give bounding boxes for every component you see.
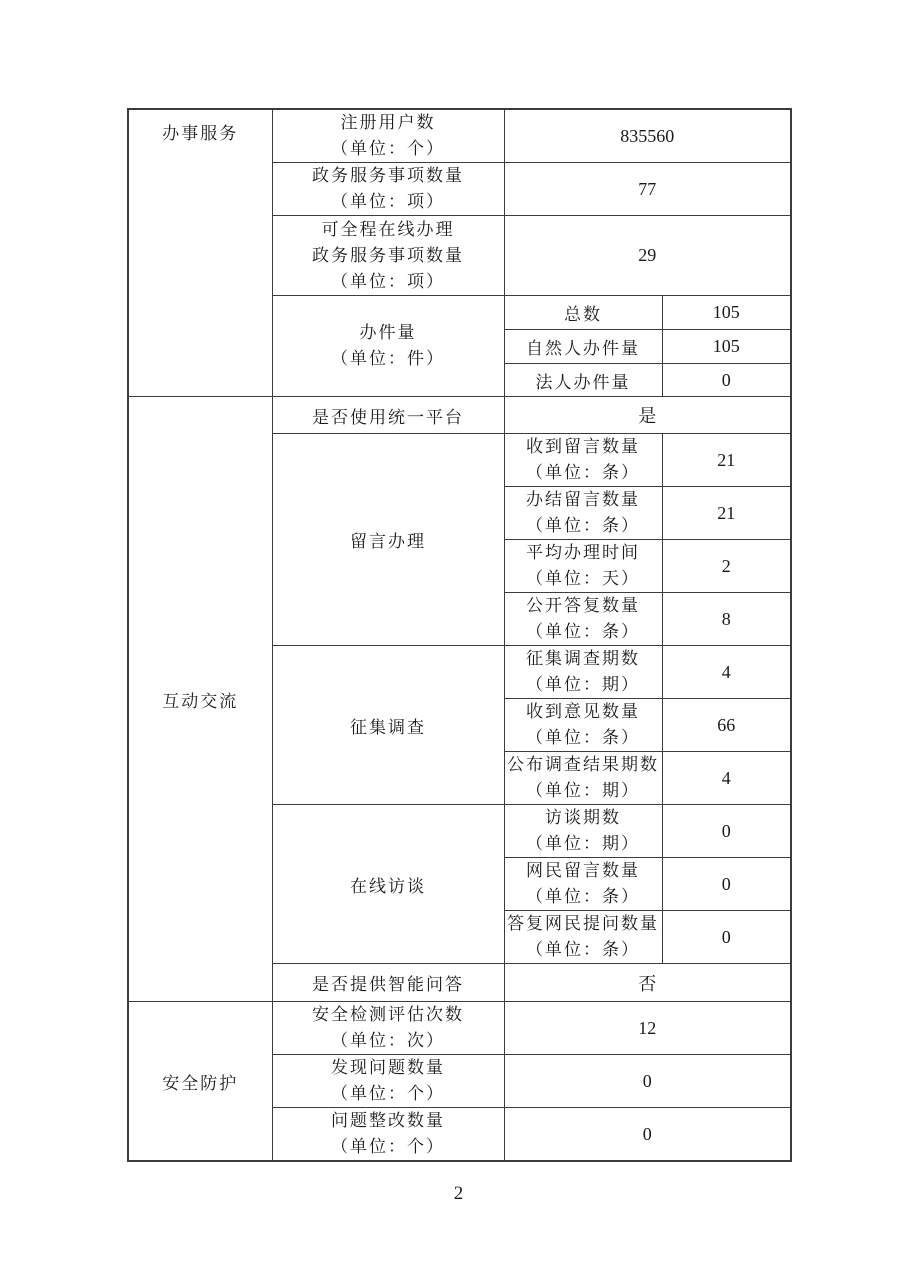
submetric-value: 0 [662, 911, 791, 964]
submetric-label: 征集调查期数 [526, 649, 640, 668]
metric-unit: （单位：个） [331, 1137, 445, 1156]
group-label-cell-liuyan [272, 434, 504, 646]
submetric-label: 办结留言数量 [526, 490, 640, 509]
group-label-cell-zhengji [272, 646, 504, 805]
submetric-value: 0 [662, 858, 791, 911]
submetric-unit: （单位：条） [526, 516, 640, 535]
submetric-label-cell [504, 646, 662, 699]
submetric-unit: （单位：期） [526, 675, 640, 694]
submetric-label: 总数 [564, 305, 602, 324]
submetric-label-cell [504, 805, 662, 858]
category-cell-anquan [128, 1002, 272, 1162]
group-label: 留言办理 [350, 532, 426, 551]
group-unit: （单位：件） [331, 349, 445, 368]
submetric-label-cell [504, 330, 662, 364]
group-label-cell-zaixian [272, 805, 504, 964]
submetric-label: 网民留言数量 [526, 861, 640, 880]
metric-unit: （单位：个） [331, 139, 445, 158]
submetric-value: 0 [662, 805, 791, 858]
submetric-label-cell [504, 858, 662, 911]
submetric-unit: （单位：条） [526, 940, 640, 959]
metric-value: 12 [504, 1002, 791, 1055]
submetric-label-cell [504, 540, 662, 593]
group-label-cell-banjianliang [272, 296, 504, 397]
submetric-unit: （单位：期） [526, 781, 640, 800]
submetric-label: 收到留言数量 [526, 437, 640, 456]
submetric-label: 访谈期数 [545, 808, 621, 827]
submetric-value: 8 [662, 593, 791, 646]
metric-label-cell [272, 1108, 504, 1162]
submetric-unit: （单位：条） [526, 622, 640, 641]
metric-label: 政务服务事项数量 [312, 166, 464, 185]
report-table [127, 108, 792, 1162]
submetric-value: 105 [662, 296, 791, 330]
metric-label-line2: 政务服务事项数量 [312, 245, 464, 265]
metric-unit: （单位：个） [331, 1084, 445, 1103]
category-label: 互动交流 [162, 691, 239, 711]
page-number: 2 [453, 1183, 464, 1204]
category-cell-banshi [128, 109, 272, 397]
submetric-label-cell [504, 296, 662, 330]
metric-label-cell [272, 397, 504, 434]
submetric-value: 0 [662, 364, 791, 397]
submetric-label: 收到意见数量 [526, 702, 640, 721]
submetric-value: 2 [662, 540, 791, 593]
submetric-value: 21 [662, 434, 791, 487]
table-row [128, 109, 791, 163]
submetric-value: 105 [662, 330, 791, 364]
submetric-unit: （单位：条） [526, 887, 640, 906]
submetric-unit: （单位：期） [526, 834, 640, 853]
submetric-label: 自然人办件量 [526, 339, 640, 358]
metric-unit: （单位：项） [331, 192, 445, 211]
metric-label: 问题整改数量 [331, 1111, 445, 1130]
submetric-label: 法人办件量 [535, 372, 631, 392]
submetric-label-cell [504, 699, 662, 752]
metric-label: 可全程在线办理 [321, 219, 455, 239]
metric-label: 安全检测评估次数 [312, 1005, 464, 1024]
submetric-label: 答复网民提问数量 [507, 914, 659, 933]
submetric-unit: （单位：条） [526, 728, 640, 747]
submetric-value: 21 [662, 487, 791, 540]
metric-value: 0 [504, 1108, 791, 1162]
submetric-label-cell [504, 593, 662, 646]
submetric-label-cell [504, 487, 662, 540]
submetric-label: 公布调查结果期数 [507, 755, 659, 774]
metric-value: 是 [504, 397, 791, 434]
category-cell-hudong [128, 397, 272, 1002]
metric-label-cell [272, 964, 504, 1002]
submetric-label-cell [504, 911, 662, 964]
group-label: 在线访谈 [350, 876, 426, 896]
category-label: 办事服务 [162, 124, 239, 143]
metric-label: 是否提供智能问答 [312, 975, 464, 994]
table-row [128, 397, 791, 434]
metric-value: 否 [504, 964, 791, 1002]
category-label: 安全防护 [162, 1073, 239, 1093]
metric-value: 0 [504, 1055, 791, 1108]
metric-unit: （单位：项） [331, 271, 445, 291]
metric-label-cell [272, 109, 504, 163]
submetric-value: 4 [662, 752, 791, 805]
submetric-label: 平均办理时间 [526, 543, 640, 562]
group-label: 征集调查 [350, 717, 426, 737]
submetric-label-cell [504, 364, 662, 397]
submetric-label-cell [504, 752, 662, 805]
submetric-unit: （单位：条） [526, 463, 640, 482]
metric-unit: （单位：次） [331, 1031, 445, 1050]
metric-label: 发现问题数量 [331, 1058, 445, 1077]
submetric-label: 公开答复数量 [526, 596, 640, 615]
group-label: 办件量 [359, 323, 417, 342]
table-row [128, 1002, 791, 1055]
metric-value: 29 [504, 216, 791, 296]
submetric-value: 4 [662, 646, 791, 699]
metric-label-cell [272, 1002, 504, 1055]
submetric-value: 66 [662, 699, 791, 752]
metric-value: 835560 [504, 109, 791, 163]
metric-label-cell [272, 163, 504, 216]
metric-label-cell [272, 1055, 504, 1108]
metric-label: 是否使用统一平台 [312, 407, 464, 427]
metric-value: 77 [504, 163, 791, 216]
metric-label-cell [272, 216, 504, 296]
metric-label: 注册用户数 [340, 113, 436, 132]
submetric-label-cell [504, 434, 662, 487]
submetric-unit: （单位：天） [526, 569, 640, 588]
